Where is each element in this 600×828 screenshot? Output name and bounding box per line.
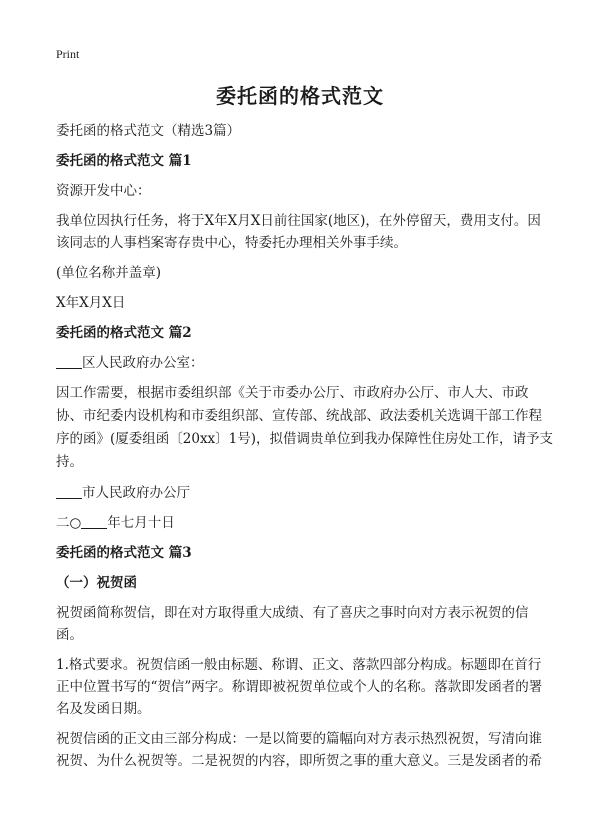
section-3-para-1: 祝贺函简称贺信，即在对方取得重大成绩、有了喜庆之事时向对方表示祝贺的信函。 xyxy=(56,605,529,643)
fill-in-blank xyxy=(56,484,82,499)
section-2-sender: 市人民政府办公厅 xyxy=(82,485,190,501)
section-2-date-line xyxy=(56,512,554,534)
page-title: 委托函的格式范文 xyxy=(216,84,384,108)
section-2-heading: 委托函的格式范文 篇2 xyxy=(56,325,192,341)
section-1-stamp: (单位名称并盖章) xyxy=(56,265,162,281)
document-body xyxy=(56,120,554,780)
doc-subtitle: 委托函的格式范文（精选3篇） xyxy=(56,123,241,139)
section-3-para-2: 1.格式要求。祝贺信函一般由标题、称谓、正文、落款四部分构成。标题即在首行正中位置书写的“贺信”两字。称谓即被祝贺单位或个人的名称。落款即发函者的署名及发函日期。 xyxy=(56,657,543,717)
section-3-subheading: （一）祝贺函 xyxy=(56,575,137,591)
section-3-heading: 委托函的格式范文 篇3 xyxy=(56,545,192,561)
fill-in-blank xyxy=(56,354,82,369)
section-1-recipient: 资源开发中心： xyxy=(56,183,151,199)
print-label: Print xyxy=(56,47,80,61)
section-2-recipient-line xyxy=(56,352,554,374)
section-1-date: X年X月X日 xyxy=(56,295,126,311)
fill-in-blank xyxy=(81,514,107,529)
section-2-date-prefix: 二○ xyxy=(56,515,82,531)
section-2-recipient: 区人民政府办公室： xyxy=(82,355,204,371)
section-2-date-suffix: 年七月十日 xyxy=(107,515,175,531)
section-1-heading: 委托函的格式范文 篇1 xyxy=(56,153,192,169)
section-1-body: 我单位因执行任务，将于X年X月X日前往国家(地区)，在外停留天，费用支付。因该同志的人事档案寄存贵中心，特委托办理相关外事手续。 xyxy=(56,213,541,251)
section-2-sender-line xyxy=(56,482,554,504)
section-3-para-3: 祝贺信函的正文由三部分构成：一是以简要的篇幅向对方表示热烈祝贺，写清向谁祝贺、为什么祝贺等。二是祝贺的内容，即所贺之事的重大意义。三是发函者的希 xyxy=(56,731,542,769)
section-2-body: 因工作需要，根据市委组织部《关于市委办公厅、市政府办公厅、市人大、市政协、市纪委内设机构和市委组织部、宣传部、统战部、政法委机关选调干部工作程序的函》(厦委组函〔20xx〕1号)，拟借调贵单位到我办保障性住房处工作，请予支持。 xyxy=(56,385,554,470)
